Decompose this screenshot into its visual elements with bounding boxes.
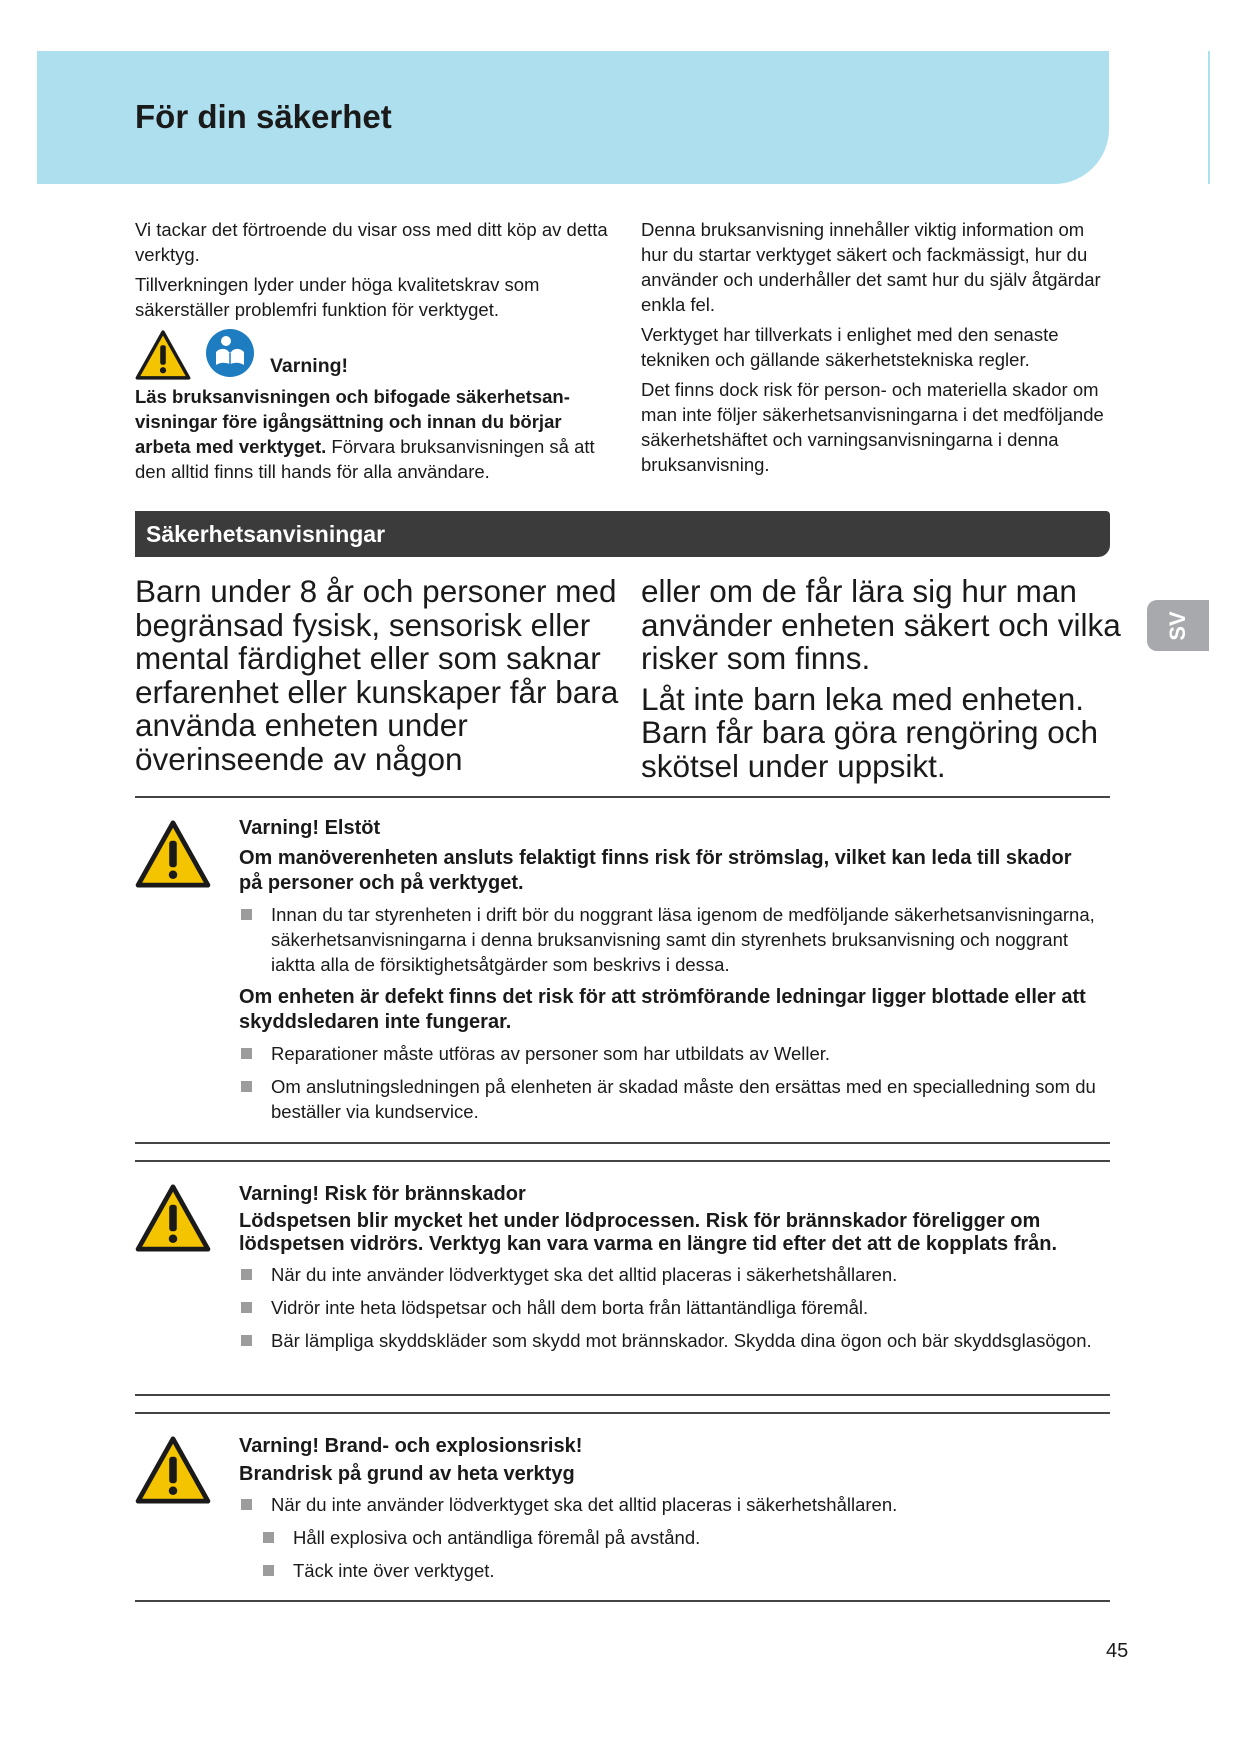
- children-notice-right-1: eller om de får lära sig hur man använder enheten säkert och vilka risker som finns.: [641, 573, 1121, 676]
- warning-bold-text: Om manöverenheten ansluts felaktigt finns risk för strömslag, vilket kan leda till skador på personer och på verktyget.: [239, 847, 1072, 894]
- burn-warning: [135, 1172, 1110, 1382]
- warning-triangle-icon: [135, 820, 211, 888]
- intro-right-column: [641, 217, 1111, 482]
- intro-paragraph-2: Tillverkningen lyder under höga kvalitetskrav som säkerställer problemfri funktion för verktyget.: [135, 274, 540, 320]
- divider: [135, 1412, 1110, 1414]
- warning-bold-text: Lödspetsen blir mycket het under lödprocessen. Risk för brännskador föreligger om lödspetsen vidrörs. Verktyg kan vara varma en längre tid efter det att de kopplats från.: [239, 1210, 1058, 1255]
- warning-triangle-icon: [135, 330, 191, 380]
- manual-warning-bold: Läs bruksanvisningen och bifogade säkerhetsanvisningar före igångsättning och innan du börjar arbeta med verktyget.: [135, 386, 570, 457]
- language-tab: [1147, 600, 1209, 651]
- page-title: För din säkerhet: [135, 98, 392, 135]
- children-notice-right: [641, 575, 1121, 790]
- warning-label: Varning!: [270, 355, 349, 377]
- warning-bullet: Om anslutningsledningen på elenheten är skadad måste den ersättas med en specialledning som du beställer via kundservice.: [239, 1074, 1099, 1124]
- header-edge-line: [1208, 51, 1210, 184]
- intro-right-paragraph-2: Verktyget har tillverkats i enlighet med den senaste tekniken och gällande säkerhetstekniska regler.: [641, 324, 1059, 370]
- read-manual-warning: [135, 328, 615, 384]
- page-number: 45: [1106, 1640, 1129, 1662]
- warning-bullet: Innan du tar styrenheten i drift bör du noggrant läsa igenom de medföljande säkerhetsanvisningarna, säkerhetsanvisningarna i denna bruksanvisning samt din styrenhets bruksanvisning och noggrant iaktta alla de försiktighetsåtgärder som beskrivs i dessa.: [239, 902, 1099, 977]
- intro-right-paragraph-3: Det finns dock risk för person- och materiella skador om man inte följer säkerhetsanvisningarna i det medföljande säkerhetshäftet och varningsanvisningarna i denna bruksanvisning.: [641, 379, 1104, 475]
- warning-sub-bullet: Täck inte över verktyget.: [239, 1558, 1099, 1583]
- warning-bullet: Vidrör inte heta lödspetsar och håll dem borta från lättantändliga föremål.: [239, 1295, 1099, 1320]
- divider: [135, 1142, 1110, 1144]
- warning-bold-text: Om enheten är defekt finns det risk för att strömförande ledningar ligger blottade eller att skyddsledaren inte fungerar.: [239, 986, 1086, 1033]
- warning-title: Varning! Brand- och explosionsrisk!: [239, 1435, 583, 1457]
- divider: [135, 1394, 1110, 1396]
- section-title: Säkerhetsanvisningar: [146, 521, 386, 547]
- warning-bullet: När du inte använder lödverktyget ska det alltid placeras i säkerhetshållaren.: [239, 1262, 1099, 1287]
- language-tab-label: SV: [1165, 610, 1190, 641]
- warning-bullet: När du inte använder lödverktyget ska det alltid placeras i säkerhetshållaren.: [239, 1492, 1099, 1517]
- intro-right-paragraph-1: Denna bruksanvisning innehåller viktig information om hur du startar verktyget säkert och fackmässigt, hur du använder och underhåller det samt hur du själv åtgärdar enkla fel.: [641, 219, 1101, 315]
- warning-triangle-icon: [135, 1184, 211, 1252]
- divider: [135, 1600, 1110, 1602]
- intro-paragraph-1: Vi tackar det förtroende du visar oss med ditt köp av detta verktyg.: [135, 219, 608, 265]
- warning-triangle-icon: [135, 1436, 211, 1504]
- children-notice-left: Barn under 8 år och personer med begränsad fysisk, sensorisk eller mental färdighet eller som saknar erfarenhet eller kunskaper får bara använda enheten under överinseende av någon: [135, 573, 619, 777]
- read-manual-icon: [205, 328, 255, 378]
- warning-sub-bullet: Håll explosiva och antändliga föremål på avstånd.: [239, 1525, 1099, 1550]
- warning-title: Varning! Elstöt: [239, 817, 381, 839]
- children-notice-right-2: Låt inte barn leka med enheten. Barn får bara göra rengöring och skötsel under uppsikt.: [641, 680, 1099, 784]
- divider: [135, 796, 1110, 798]
- fire-explosion-warning: [135, 1424, 1110, 1594]
- section-header-bar: [135, 511, 1110, 557]
- manual-warning-normal: Förvara bruksanvisningen så att den alltid finns till hands för alla användare.: [135, 436, 595, 482]
- intro-left-column: [135, 217, 615, 489]
- divider: [135, 1160, 1110, 1162]
- electric-shock-warning: [135, 808, 1110, 1138]
- warning-bullet: Reparationer måste utföras av personer som har utbildats av Weller.: [239, 1041, 1099, 1066]
- warning-title: Varning! Risk för brännskador: [239, 1183, 526, 1205]
- manual-warning-text: [135, 384, 615, 484]
- warning-bullet: Bär lämpliga skyddskläder som skydd mot brännskador. Skydda dina ögon och bär skyddsglasögon.: [239, 1328, 1099, 1353]
- warning-subtitle: Brandrisk på grund av heta verktyg: [239, 1463, 575, 1485]
